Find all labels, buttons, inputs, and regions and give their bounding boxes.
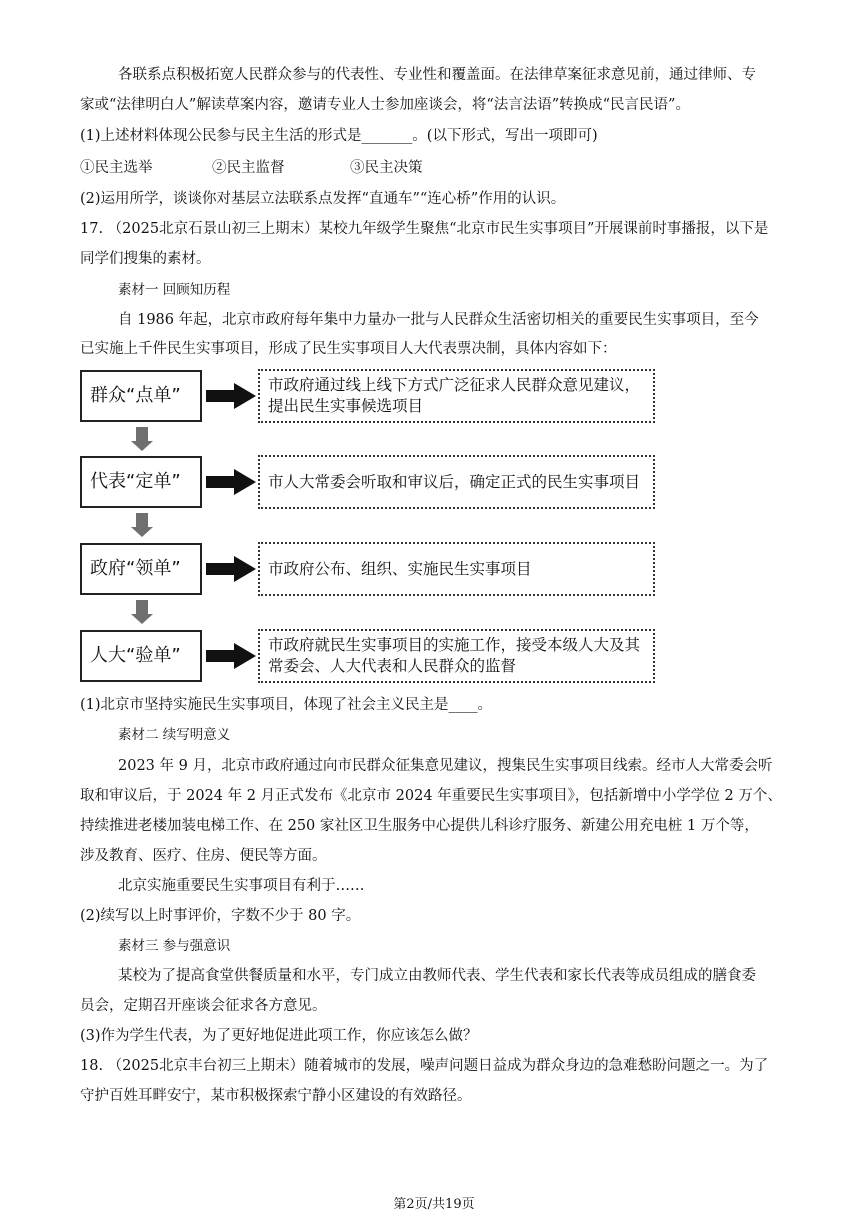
paragraph-line: 涉及教育、医疗、住房、便民等方面。 bbox=[80, 848, 327, 864]
paragraph-line: 某校为了提高食堂供餐质量和水平，专门成立由教师代表、学生代表和家长代表等成员组成的膳食委 bbox=[118, 968, 756, 984]
right-arrow-icon bbox=[206, 563, 236, 575]
down-arrow-icon bbox=[136, 600, 148, 614]
right-arrow-icon bbox=[206, 476, 236, 488]
right-arrow-icon bbox=[234, 383, 256, 409]
question-16-2: (2)运用所学，谈谈你对基层立法联系点发挥“直通车”“连心桥”作用的认识。 bbox=[80, 191, 566, 207]
material-2-title: 素材二 续写明意义 bbox=[118, 727, 231, 743]
paragraph-line: 北京实施重要民生实事项目有利于…… bbox=[118, 878, 365, 894]
paragraph-line: 2023 年 9 月，北京市政府通过向市民群众征集意见建议，搜集民生实事项目线索。经市人大常委会听 bbox=[118, 758, 773, 774]
question-17-stem: 17. （2025北京石景山初三上期末）某校九年级学生聚焦“北京市民生实事项目”开展课前时事播报，以下是 bbox=[80, 221, 769, 237]
flow-step-description bbox=[258, 542, 655, 596]
paragraph-line: 各联系点积极拓宽人民群众参与的代表性、专业性和覆盖面。在法律草案征求意见前，通过律师、专 bbox=[118, 67, 756, 83]
paragraph-line: 自 1986 年起，北京市政府每年集中力量办一批与人民群众生活密切相关的重要民生实事项目，至今 bbox=[118, 312, 759, 328]
question-17-stem: 同学们搜集的素材。 bbox=[80, 251, 211, 267]
paragraph-line: 家或“法律明白人”解读草案内容，邀请专业人士参加座谈会，将“法言法语”转换成“民言民语”。 bbox=[80, 97, 690, 113]
description-line: 常委会、人大代表和人民群众的监督 bbox=[268, 657, 517, 675]
paragraph-line: 持续推进老楼加装电梯工作、在 250 家社区卫生服务中心提供儿科诊疗服务、新建公用充电桩 1 万个等， bbox=[80, 818, 759, 834]
question-18-stem: 18. （2025北京丰台初三上期末）随着城市的发展，噪声问题日益成为群众身边的急难愁盼问题之一。为了 bbox=[80, 1058, 769, 1074]
down-arrow-icon bbox=[131, 441, 153, 451]
right-arrow-icon bbox=[234, 469, 256, 495]
question-16-1: (1)上述材料体现公民参与民主生活的形式是_______。(以下形式，写出一项即可) bbox=[80, 128, 598, 144]
right-arrow-icon bbox=[206, 650, 236, 662]
right-arrow-icon bbox=[206, 390, 236, 402]
question-17-2: (2)续写以上时事评价，字数不少于 80 字。 bbox=[80, 908, 361, 924]
description-line: 市政府就民生实事项目的实施工作，接受本级人大及其 bbox=[268, 636, 641, 654]
option-3: ③民主决策 bbox=[350, 160, 423, 176]
paragraph-line: 员会，定期召开座谈会征求各方意见。 bbox=[80, 998, 327, 1014]
flow-step-label: 群众“点单” bbox=[80, 370, 202, 422]
option-2: ②民主监督 bbox=[212, 160, 285, 176]
description-line: 市政府公布、组织、实施民生实事项目 bbox=[268, 559, 532, 578]
down-arrow-icon bbox=[131, 527, 153, 537]
flow-step-description bbox=[258, 629, 655, 683]
right-arrow-icon bbox=[234, 643, 256, 669]
page-number: 第2页/共19页 bbox=[393, 1197, 475, 1212]
flow-step-description bbox=[258, 455, 655, 509]
down-arrow-icon bbox=[136, 427, 148, 441]
description-line: 市政府通过线上线下方式广泛征求人民群众意见建议， bbox=[268, 376, 641, 394]
question-17-3: (3)作为学生代表，为了更好地促进此项工作，你应该怎么做？ bbox=[80, 1028, 478, 1044]
material-3-title: 素材三 参与强意识 bbox=[118, 938, 231, 954]
description-line: 提出民生实事候选项目 bbox=[268, 397, 424, 415]
paragraph-line: 已实施上千件民生实事项目，形成了民生实事项目人大代表票决制，具体内容如下： bbox=[80, 341, 617, 357]
flow-step-description bbox=[258, 369, 655, 423]
flow-step-label: 代表“定单” bbox=[80, 456, 202, 508]
down-arrow-icon bbox=[131, 614, 153, 624]
question-17-1: (1)北京市坚持实施民生实事项目，体现了社会主义民主是____。 bbox=[80, 697, 493, 713]
down-arrow-icon bbox=[136, 513, 148, 527]
flow-step-label: 人大“验单” bbox=[80, 630, 202, 682]
option-1: ①民主选举 bbox=[80, 160, 153, 176]
paragraph-line: 取和审议后，于 2024 年 2 月正式发布《北京市 2024 年重要民生实事项目》，包括新增中小学学位 2 万个、 bbox=[80, 788, 782, 804]
right-arrow-icon bbox=[234, 556, 256, 582]
material-1-title: 素材一 回顾知历程 bbox=[118, 282, 231, 298]
flow-step-label: 政府“领单” bbox=[80, 543, 202, 595]
question-18-stem: 守护百姓耳畔安宁，某市积极探索宁静小区建设的有效路径。 bbox=[80, 1088, 472, 1104]
description-line: 市人大常委会听取和审议后，确定正式的民生实事项目 bbox=[268, 472, 641, 491]
